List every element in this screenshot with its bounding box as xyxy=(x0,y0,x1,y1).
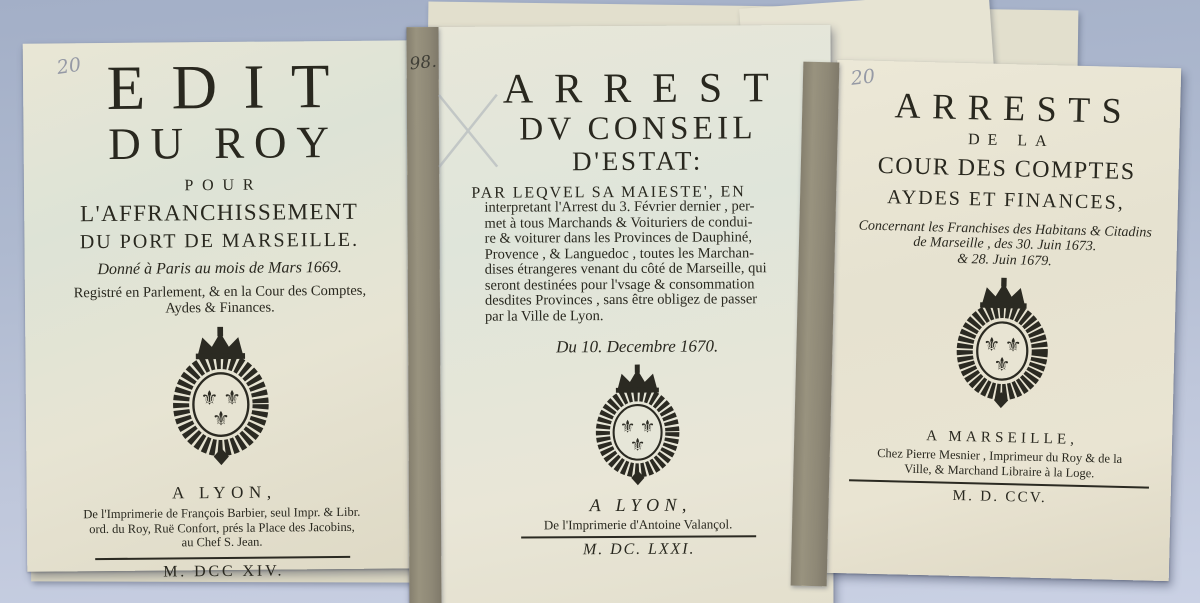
right-concern-line2: de Marseille , des 30. Juin 1673. xyxy=(913,235,1097,255)
right-title-cour-des-comptes: COUR DES COMPTES xyxy=(877,152,1136,185)
svg-text:⚜: ⚜ xyxy=(983,334,1001,357)
right-concern-line1: Concernant les Franchises des Habitans & Citadins xyxy=(858,218,1152,241)
right-pamphlet-arrests-cour-des-comptes xyxy=(825,60,1181,581)
royal-arms-emblem-icon xyxy=(164,324,277,467)
royal-arms-emblem-icon xyxy=(588,363,687,488)
center-rule-divider xyxy=(521,536,756,539)
body-line: re & voiturer dans les Provinces de Dauphiné, xyxy=(484,229,753,248)
left-year-roman: M. DCC XIV. xyxy=(163,562,285,581)
left-title-pour: POUR xyxy=(184,176,263,195)
handwritten-pencil-number: 20 xyxy=(55,53,83,79)
right-imprint-line2: Ville, & Marchand Libraire à la Loge. xyxy=(904,461,1095,481)
handwritten-ink-number: 98. xyxy=(408,51,438,75)
svg-text:⚜: ⚜ xyxy=(1004,335,1022,357)
body-line: interpretant l'Arrest du 3. Février dernier , per- xyxy=(484,198,755,217)
body-line: par la Ville de Lyon. xyxy=(484,308,604,325)
left-pamphlet-edit-du-roy xyxy=(23,40,418,581)
center-title-destat: D'ESTAT: xyxy=(571,145,704,176)
center-year-roman: M. DC. LXXI. xyxy=(582,541,696,559)
right-imprint-line1: Chez Pierre Mesnier , Imprimeur du Roy & de la xyxy=(877,446,1123,467)
left-dateline: Donné à Paris au mois de Mars 1669. xyxy=(97,258,342,279)
body-line: dises étrangeres venant du côté de Marseille, qui xyxy=(484,260,767,279)
left-title-affranchissement: L'AFFRANCHISSEMENT xyxy=(79,198,359,227)
body-line: met à tous Marchands & Voituriers de condui- xyxy=(484,214,753,232)
right-title-arrests: ARRESTS xyxy=(894,85,1134,132)
center-title-dv-conseil: DV CONSEIL xyxy=(519,110,758,148)
body-line: seront destinées pour l'vsage & consommation xyxy=(484,276,755,294)
left-title-du-roy: DU ROY xyxy=(107,116,340,169)
handwritten-pencil-number: 20 xyxy=(849,65,877,90)
center-body-paragraph xyxy=(471,184,802,325)
right-imprint-city: A MARSEILLE, xyxy=(925,428,1079,449)
center-title-arrest: ARREST xyxy=(502,65,790,113)
body-line: Provence , & Languedoc , toutes les Marchan- xyxy=(484,245,755,263)
left-imprint-line1: De l'Imprimerie de François Barbier, seul Impr. & Libr. xyxy=(83,504,361,522)
left-imprint-line3: au Chef S. Jean. xyxy=(181,535,263,550)
body-line: PAR LEQVEL SA MAIESTE', EN xyxy=(471,183,746,202)
left-imprint-line2: ord. du Roy, Ruë Confort, prés la Place des Jacobins, xyxy=(89,519,355,536)
center-imprint-city: A LYON, xyxy=(589,495,692,516)
svg-text:⚜: ⚜ xyxy=(223,386,242,410)
right-title-aydes-finances: AYDES ET FINANCES, xyxy=(886,185,1126,214)
right-title-de-la: DE LA xyxy=(967,130,1055,151)
svg-text:⚜: ⚜ xyxy=(993,354,1011,377)
royal-arms-emblem-icon xyxy=(948,275,1057,412)
left-registered-line2: Aydes & Finances. xyxy=(165,299,275,317)
left-title-edit: EDIT xyxy=(106,50,357,123)
center-pamphlet-arrest-conseil xyxy=(406,25,833,603)
left-rule-divider xyxy=(95,556,350,560)
left-title-port-marseille: DU PORT DE MARSEILLE. xyxy=(79,228,360,254)
svg-text:⚜: ⚜ xyxy=(619,417,636,438)
right-concern-line3: & 28. Juin 1679. xyxy=(957,251,1052,269)
body-line: desdites Provinces , sans être obligez de passer xyxy=(484,291,758,310)
left-registered-line1: Registré en Parlement, & en la Cour des Comptes, xyxy=(73,282,367,302)
svg-text:⚜: ⚜ xyxy=(629,435,646,457)
center-dateline: Du 10. Decembre 1670. xyxy=(555,336,719,357)
right-year-roman: M. D. CCV. xyxy=(952,488,1048,507)
center-imprint-line1: De l'Imprimerie d'Antoine Valançol. xyxy=(543,516,733,533)
left-imprint-city: A LYON, xyxy=(172,482,277,503)
svg-text:⚜: ⚜ xyxy=(200,386,219,410)
svg-text:⚜: ⚜ xyxy=(639,417,656,438)
pencil-x-mark xyxy=(435,89,501,173)
svg-text:⚜: ⚜ xyxy=(211,407,230,431)
